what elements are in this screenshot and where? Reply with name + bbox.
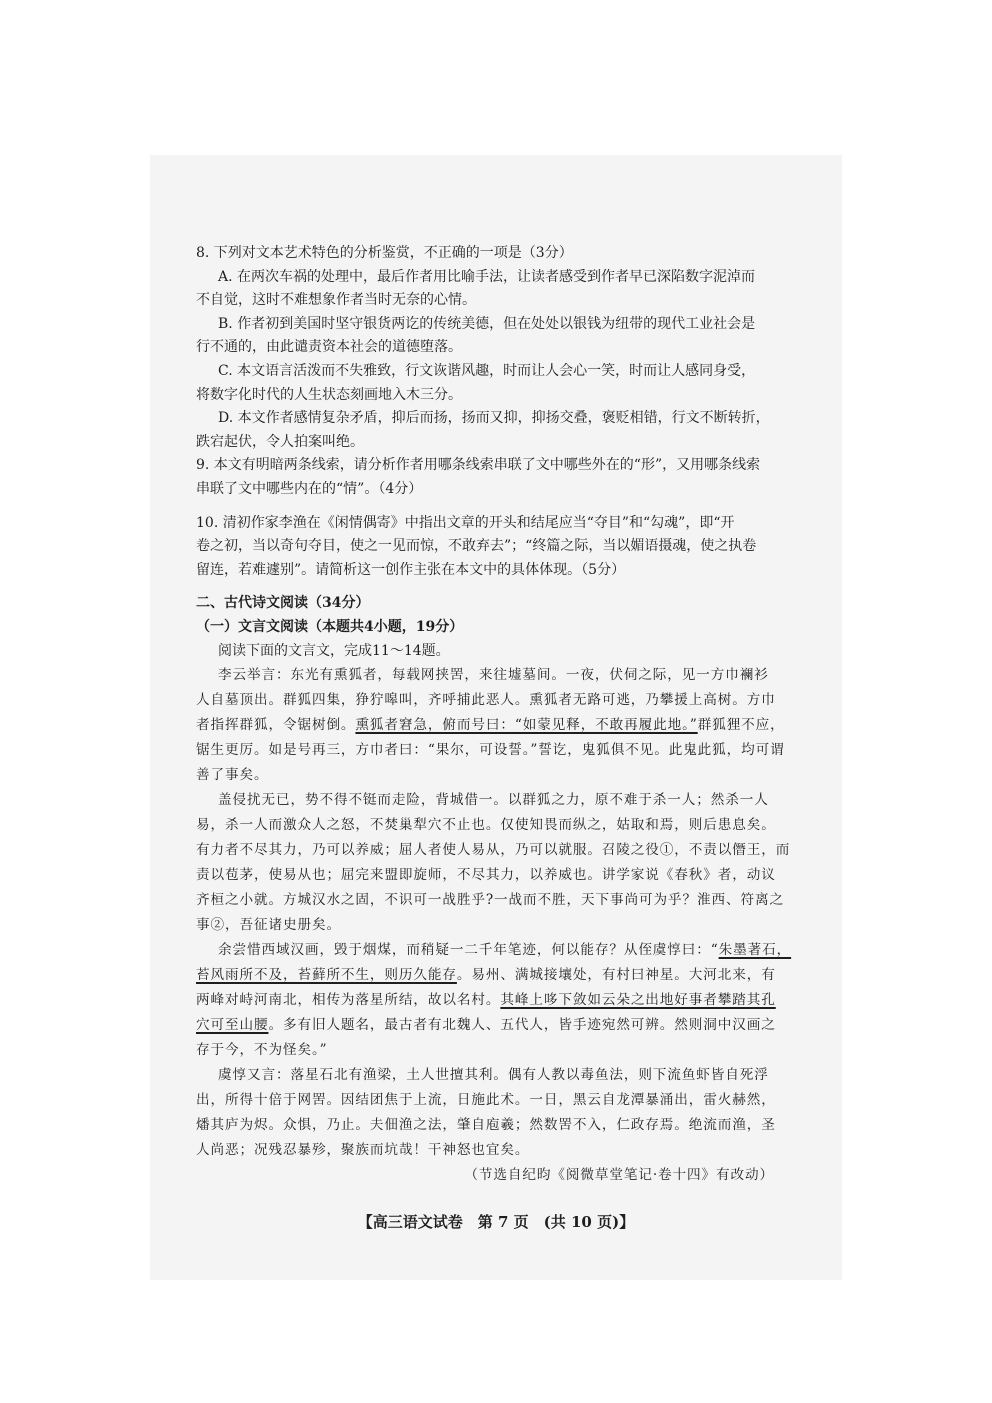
passage-line: 存于今，不为怪矣。” (196, 1042, 328, 1059)
passage-line: 事②，吾征诸史册矣。 (196, 917, 341, 934)
passage-line (196, 713, 792, 738)
section-title: 二、古代诗文阅读（34分） (196, 595, 370, 612)
passage-line: 虞惇又言：落星石北有渔梁，土人世擅其利。偶有人教以毒鱼法，则下流鱼虾皆自死浮 (218, 1067, 769, 1084)
passage-line: 人自墓顶出。群狐四集，狰狞嗥叫，齐呼捕此恶人。熏狐者无路可逃，乃攀援上高树。方巾 (196, 692, 776, 709)
passage-line: 有力者不尽其力，乃可以养威；屈人者使人易从，乃可以就服。召陵之役①，不责以僭王，而 (196, 842, 791, 859)
question-8-stem: 8. 下列对文本艺术特色的分析鉴赏，不正确的一项是（3分） (196, 245, 573, 261)
passage-text: 余尝惜西域汉画，毁于烟煤，而稍疑一二千年笔迹，何以能存？从侄虞惇曰：“ (218, 942, 719, 959)
question-9-line-2: 串联了文中哪些内在的“情”。（4分） (196, 480, 423, 497)
exam-content (196, 242, 792, 1188)
classical-passage (196, 663, 792, 1188)
option-d-line-1: D. 本文作者感情复杂矛盾，抑后而扬，扬而又抑，抑扬交叠，褒贬相错，行文不断转折， (218, 410, 770, 427)
subsection-title: （一）文言文阅读（本题共4小题，19分） (196, 618, 464, 635)
option-c-line-2: 将数字化时代的人生状态刻画地入木三分。 (196, 386, 462, 403)
passage-line: 善了事矣。 (196, 767, 269, 784)
question-10-line-3: 留连，若难遽别”。请简析这一创作主张在本文中的具体体现。（5分） (196, 561, 626, 578)
passage-line: 李云举言：东光有熏狐者，每载网挟罟，来往墟墓间。一夜，伏伺之际，见一方巾襕衫 (218, 667, 769, 684)
underlined-sentence: 苔风雨所不及，苔藓所不生，则历久能存 (196, 967, 457, 984)
underlined-sentence: 熏狐者窘急，俯而号曰：“如蒙见释，不敢再履此地。” (355, 717, 698, 734)
option-a-line-1: A. 在两次车祸的处理中，最后作者用比喻手法，让读者感受到作者早已深陷数字泥淖而 (218, 268, 756, 285)
question-10-line-1: 10. 清初作家李渔在《闲情偶寄》中指出文章的开头和结尾应当“夺目”和“勾魂”，即“开 (196, 514, 735, 531)
passage-line (196, 988, 792, 1013)
passage-line: 责以苞茅，使易从也；屈完来盟即旋师，不尽其力，以养威也。讲学家说《春秋》者，动议 (196, 867, 776, 884)
option-b-line-1: B. 作者初到美国时坚守银货两讫的传统美德，但在处处以银钱为纽带的现代工业社会是 (218, 315, 756, 332)
passage-text: 两峰对峙河南北，相传为落星所结，故以名村。 (196, 992, 501, 1009)
passage-line (196, 1013, 792, 1038)
passage-line: 燔其庐为烬。众惧，乃止。夫佃渔之法，肇自庖羲；然数罟不入，仁政存焉。绝流而渔，圣 (196, 1117, 776, 1134)
passage-line: 齐桓之小就。方城汉水之固，不识可一战胜乎?一战而不胜，天下事尚可为乎？淮西、符离之 (196, 892, 784, 909)
underlined-sentence: 朱墨著石， (718, 942, 792, 959)
question-9-line-1: 9. 本文有明暗两条线索，请分析作者用哪条线索串联了文中哪些外在的“形”，又用哪条线索 (196, 457, 761, 474)
underlined-sentence: 其峰上哆下敛如云朵之出地好事者攀踏其孔 (500, 992, 776, 1009)
passage-text: 群狐狸不应， (697, 717, 785, 734)
passage-line: 易，杀一人而激众人之怒，不焚巢犁穴不止也。仅使知畏而纵之，姑取和焉，则后患息矣。 (196, 817, 776, 834)
option-c-line-1: C. 本文语言活泼而不失雅致，行文诙谐风趣，时而让人会心一笑，时而让人感同身受， (218, 362, 756, 379)
passage-text: 者指挥群狐，令锯树倒。 (196, 717, 356, 734)
question-10-line-2: 卷之初，当以奇句夺目，使之一见而惊，不敢弃去”；“终篇之际，当以媚语摄魂，使之执卷 (196, 538, 757, 555)
underlined-sentence: 穴可至山腰 (196, 1017, 269, 1034)
passage-line: 锯生更厉。如是号再三，方巾者曰：“果尔，可设誓。”誓讫，鬼狐俱不见。此鬼此狐，均可谓 (196, 742, 785, 759)
passage-line: 出，所得十倍于网罟。因结团焦于上流，日施此术。一日，黑云自龙潭暴涌出，雷火赫然， (196, 1092, 776, 1109)
passage-source: （节选自纪昀《阅微草堂笔记·卷十四》有改动） (464, 1167, 774, 1184)
passage-line: 盖侵扰无已，势不得不铤而走险，背城借一。以群狐之力，原不难于杀一人；然杀一人 (218, 792, 769, 809)
option-d-line-2: 跌宕起伏，令人拍案叫绝。 (196, 433, 364, 450)
option-a-line-2: 不自觉，这时不难想象作者当时无奈的心情。 (196, 292, 476, 309)
page-footer: 【高三语文试卷 第 7 页 (共 10 页)】 (357, 1213, 635, 1231)
reading-instruction: 阅读下面的文言文，完成11～14题。 (218, 642, 450, 659)
option-b-line-2: 行不通的，由此谴责资本社会的道德堕落。 (196, 339, 462, 356)
passage-text: 。多有旧人题名，最古者有北魏人、五代人，皆手迹宛然可辨。然则洞中汉画之 (268, 1017, 776, 1034)
passage-text: 。易州、满城接壤处，有村曰神星。大河北来，有 (456, 967, 776, 984)
passage-line (196, 963, 792, 988)
passage-line (196, 938, 792, 963)
passage-line: 人尚恶；况残忍暴殄，聚族而坑哉！干神怒也宜矣。 (196, 1142, 530, 1159)
